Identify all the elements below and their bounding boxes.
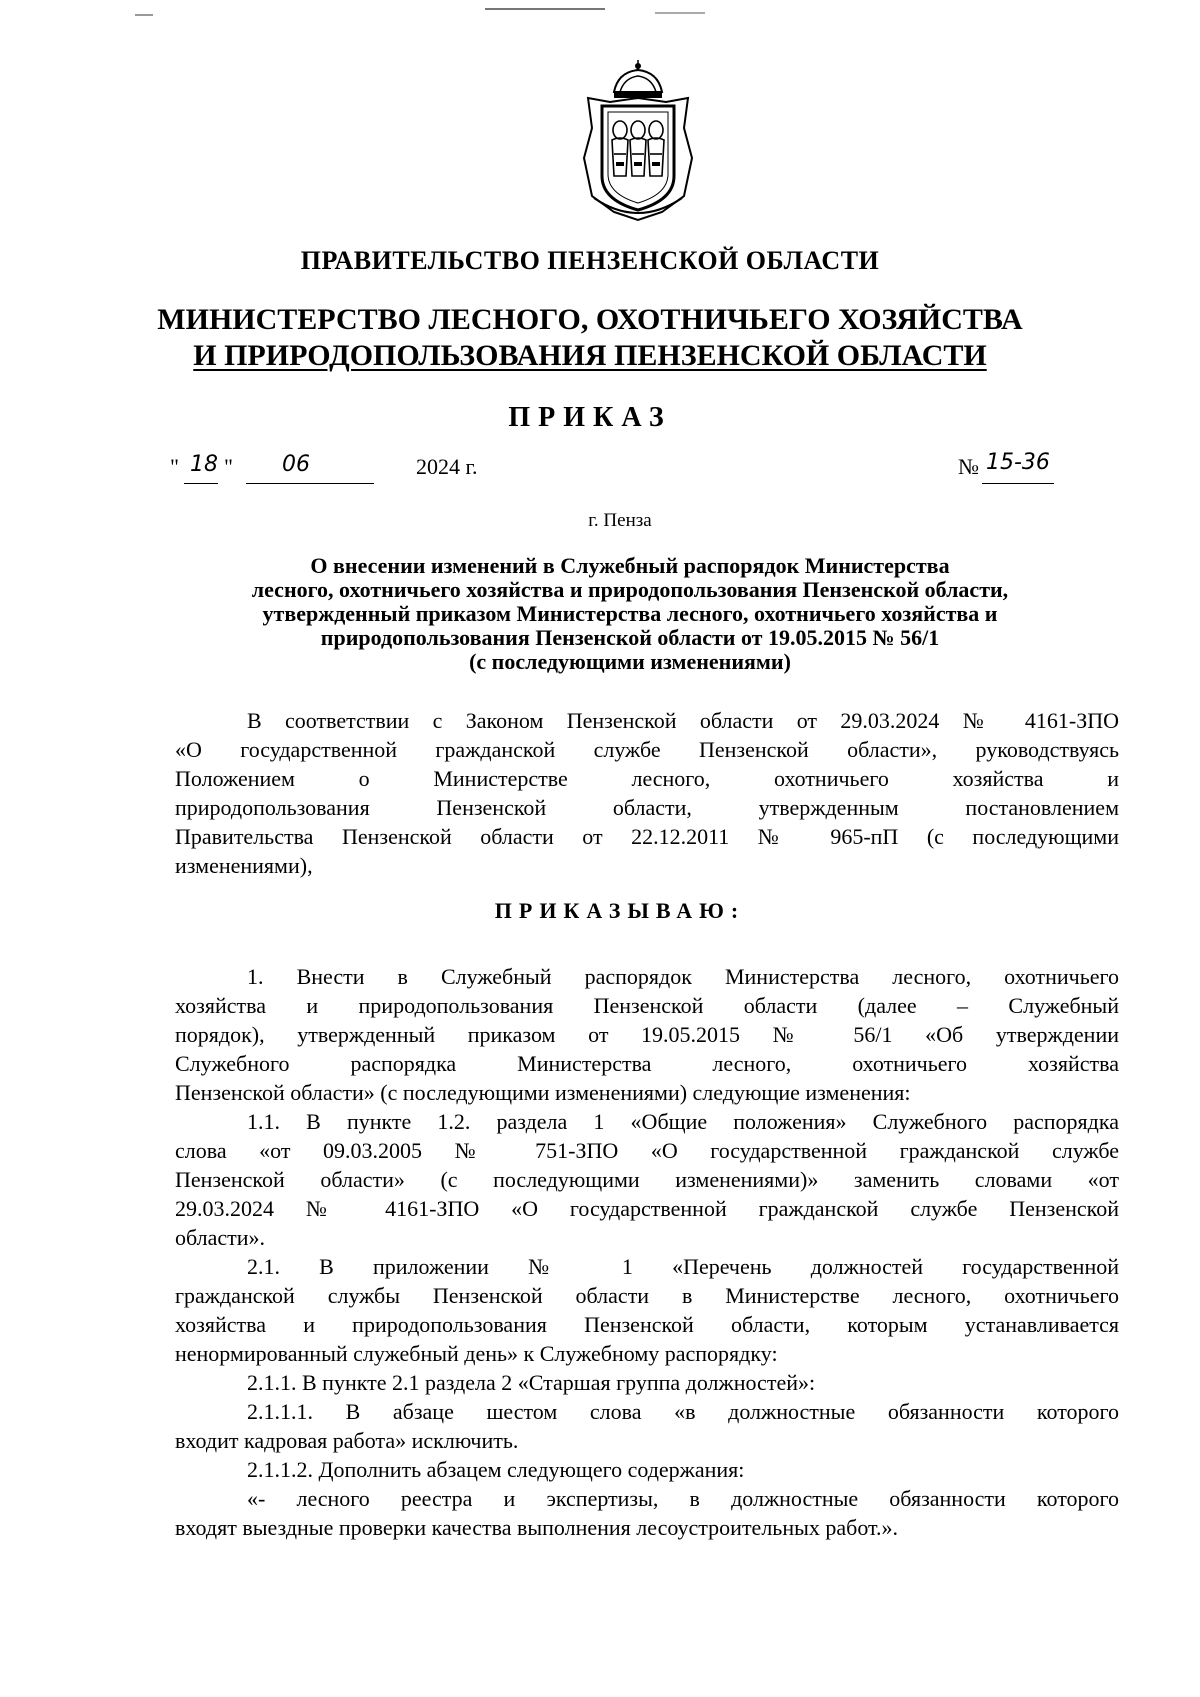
- paragraph-line: 29.03.2024 № 4161-ЗПО «О государственной гражданской службе Пензенской: [175, 1196, 1119, 1221]
- ministry-name-line1: МИНИСТЕРСТВО ЛЕСНОГО, ОХОТНИЧЬЕГО ХОЗЯЙСТВА: [157, 303, 1023, 336]
- paragraph-line: Служебного распорядка Министерства лесного, охотничьего хозяйства: [175, 1051, 1119, 1076]
- paragraph-line: слова «от 09.03.2005 № 751-ЗПО «О государственной гражданской службе: [175, 1138, 1119, 1163]
- scan-artifact: [135, 14, 153, 16]
- subject-line: (с последующими изменениями): [469, 649, 791, 674]
- subject-line: О внесении изменений в Служебный распорядок Министерства: [310, 553, 950, 578]
- order-title: ПРИКАЗ: [508, 402, 672, 433]
- subject-line: лесного, охотничьего хозяйства и природопользования Пензенской области,: [251, 577, 1009, 602]
- date-close-quote: ": [224, 454, 233, 479]
- paragraph-line: Пензенской области» (с последующими изменениями)» заменить словами «от: [175, 1167, 1119, 1192]
- paragraph-2-1-1: [175, 1368, 1119, 1397]
- preamble-line: природопользования Пензенской области, утвержденным постановлением: [175, 795, 1119, 820]
- preamble-line: В соответствии с Законом Пензенской области от 29.03.2024 № 4161-ЗПО: [247, 708, 1119, 733]
- paragraph-line: входит кадровая работа» исключить.: [175, 1428, 519, 1453]
- paragraph-line: входят выездные проверки качества выполнения лесоустроительных работ.».: [175, 1515, 899, 1540]
- paragraph-2-1-1-2: [175, 1455, 1119, 1484]
- paragraph-line: Пензенской области» (с последующими изменениями) следующие изменения:: [175, 1080, 911, 1105]
- paragraph-1: [175, 962, 1119, 1107]
- paragraph-line: 2.1.1. В пункте 2.1 раздела 2 «Старшая группа должностей»:: [247, 1370, 816, 1395]
- paragraph-line: области».: [175, 1225, 266, 1250]
- order-date-row: [170, 452, 1060, 488]
- paragraph-2-1-1-1: [175, 1397, 1119, 1455]
- paragraph-1-1: [175, 1107, 1119, 1252]
- paragraph-line: гражданской службы Пензенской области в Министерстве лесного, охотничьего: [175, 1283, 1119, 1308]
- paragraph-line: ненормированный служебный день» к Служебному распорядку:: [175, 1341, 778, 1366]
- date-year: 2024 г.: [416, 454, 478, 479]
- subject-line: утвержденный приказом Министерства лесного, охотничьего хозяйства и: [262, 601, 998, 626]
- paragraph-line: «- лесного реестра и экспертизы, в должностные обязанности которого: [247, 1486, 1119, 1511]
- preamble-line: «О государственной гражданской службе Пензенской области», руководствуясь: [175, 737, 1119, 762]
- paragraph-line: порядок), утвержденный приказом от 19.05.2015 № 56/1 «Об утверждении: [175, 1022, 1119, 1047]
- paragraph-line: 2.1.1.2. Дополнить абзацем следующего содержания:: [247, 1457, 745, 1482]
- date-day: 18: [190, 452, 218, 477]
- paragraph-quote: [175, 1484, 1119, 1542]
- paragraph-2-1: [175, 1252, 1119, 1368]
- order-number-underline: [982, 483, 1054, 484]
- date-day-underline: [184, 483, 218, 484]
- city-label: г. Пенза: [588, 510, 652, 531]
- ministry-name-line2: И ПРИРОДОПОЛЬЗОВАНИЯ ПЕНЗЕНСКОЙ ОБЛАСТИ: [193, 339, 987, 372]
- ministry-name: [0, 302, 1180, 374]
- paragraph-line: 1. Внести в Служебный распорядок Министерства лесного, охотничьего: [247, 964, 1119, 989]
- paragraph-line: 2.1. В приложении № 1 «Перечень должностей государственной: [247, 1254, 1119, 1279]
- order-number-label: №: [958, 454, 979, 479]
- preamble-paragraph: [175, 706, 1119, 880]
- scan-artifact: [485, 8, 605, 10]
- date-month-underline: [246, 483, 374, 484]
- paragraph-line: 2.1.1.1. В абзаце шестом слова «в должностные обязанности которого: [247, 1399, 1119, 1424]
- government-title: ПРАВИТЕЛЬСТВО ПЕНЗЕНСКОЙ ОБЛАСТИ: [300, 246, 880, 275]
- coat-of-arms-emblem-icon: [570, 58, 706, 224]
- paragraph-line: хозяйства и природопользования Пензенской области, которым устанавливается: [175, 1312, 1119, 1337]
- preamble-line: изменениями),: [175, 853, 313, 878]
- subject-line: природопользования Пензенской области от 19.05.2015 № 56/1: [320, 625, 940, 650]
- order-directive-heading: ПРИКАЗЫВАЮ:: [494, 898, 746, 923]
- paragraph-line: хозяйства и природопользования Пензенской области (далее – Служебный: [175, 993, 1119, 1018]
- scan-artifact: [655, 12, 705, 14]
- order-number: 15-36: [986, 450, 1050, 475]
- date-month: 06: [282, 452, 310, 477]
- date-open-quote: ": [170, 454, 179, 479]
- order-subject: [170, 554, 1090, 674]
- preamble-line: Правительства Пензенской области от 22.12.2011 № 965-пП (с последующими: [175, 824, 1119, 849]
- paragraph-line: 1.1. В пункте 1.2. раздела 1 «Общие положения» Служебного распорядка: [247, 1109, 1119, 1134]
- preamble-line: Положением о Министерстве лесного, охотничьего хозяйства и: [175, 766, 1119, 791]
